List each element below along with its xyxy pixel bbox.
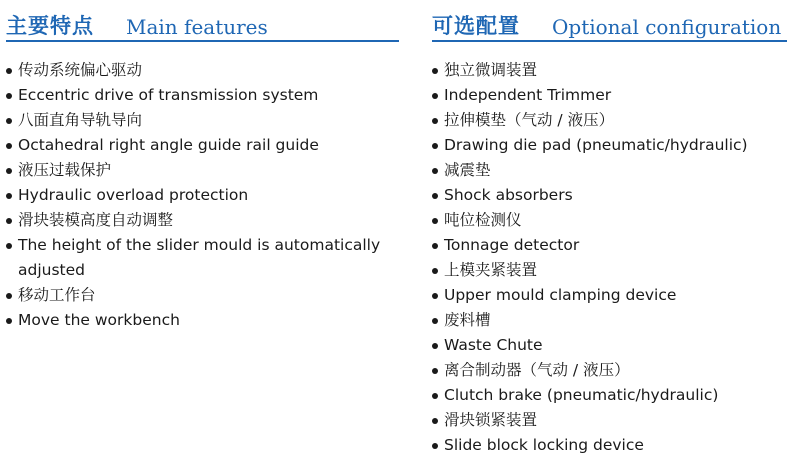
bullet-icon bbox=[6, 118, 12, 124]
bullet-icon bbox=[432, 218, 438, 224]
list-item-text: Hydraulic overload protection bbox=[18, 186, 249, 204]
list-item bbox=[6, 308, 380, 333]
list-item bbox=[6, 133, 380, 158]
main-features-underline bbox=[6, 40, 399, 42]
list-item-text-continuation: adjusted bbox=[18, 261, 85, 279]
list-item bbox=[432, 58, 748, 83]
optional-configuration-list bbox=[432, 58, 748, 458]
bullet-icon bbox=[432, 318, 438, 324]
list-item bbox=[432, 108, 748, 133]
list-item-text: Drawing die pad (pneumatic/hydraulic) bbox=[444, 136, 748, 154]
bullet-icon bbox=[6, 318, 12, 324]
list-item bbox=[6, 283, 380, 308]
list-item-text: Slide block locking device bbox=[444, 436, 644, 454]
list-item-text: Shock absorbers bbox=[444, 186, 573, 204]
bullet-icon bbox=[6, 243, 12, 249]
list-item bbox=[432, 133, 748, 158]
list-item-text: 减震垫 bbox=[444, 161, 491, 179]
bullet-icon bbox=[432, 243, 438, 249]
list-item-text: The height of the slider mould is automatically bbox=[18, 236, 381, 254]
list-item bbox=[432, 158, 748, 183]
list-item-text: 移动工作台 bbox=[18, 286, 96, 304]
list-item-text: 废料槽 bbox=[444, 311, 491, 329]
list-item-text: 吨位检测仪 bbox=[444, 211, 522, 229]
bullet-icon bbox=[6, 143, 12, 149]
optional-configuration-title-en: Optional configuration bbox=[552, 15, 782, 39]
list-item-text: 独立微调装置 bbox=[444, 61, 538, 79]
bullet-icon bbox=[432, 393, 438, 399]
list-item bbox=[6, 58, 380, 83]
list-item bbox=[432, 333, 748, 358]
optional-configuration-underline bbox=[432, 40, 787, 42]
bullet-icon bbox=[432, 118, 438, 124]
list-item-text: 八面直角导轨导向 bbox=[18, 111, 143, 129]
bullet-icon bbox=[432, 143, 438, 149]
list-item-text: 拉伸模垫（气动 / 液压） bbox=[444, 111, 615, 129]
bullet-icon bbox=[6, 168, 12, 174]
list-item-text: Clutch brake (pneumatic/hydraulic) bbox=[444, 386, 719, 404]
bullet-icon bbox=[432, 68, 438, 74]
list-item bbox=[432, 258, 748, 283]
list-item-text: 离合制动器（气动 / 液压） bbox=[444, 361, 630, 379]
bullet-icon bbox=[432, 443, 438, 449]
list-item-text: Independent Trimmer bbox=[444, 86, 612, 104]
bullet-icon bbox=[432, 193, 438, 199]
list-item bbox=[6, 158, 380, 183]
list-item bbox=[6, 183, 380, 208]
list-item bbox=[432, 208, 748, 233]
bullet-icon bbox=[6, 68, 12, 74]
list-item bbox=[432, 433, 748, 458]
bullet-icon bbox=[6, 193, 12, 199]
list-item bbox=[6, 208, 380, 233]
list-item-text: Octahedral right angle guide rail guide bbox=[18, 136, 319, 154]
bullet-icon bbox=[432, 343, 438, 349]
list-item bbox=[432, 233, 748, 258]
list-item-text: Waste Chute bbox=[444, 336, 543, 354]
list-item-text: Eccentric drive of transmission system bbox=[18, 86, 319, 104]
main-features-section bbox=[6, 0, 401, 329]
main-features-title-en: Main features bbox=[126, 15, 268, 39]
list-item bbox=[432, 283, 748, 308]
main-features-list bbox=[6, 58, 380, 333]
list-item bbox=[432, 183, 748, 208]
list-item-text: Upper mould clamping device bbox=[444, 286, 677, 304]
list-item bbox=[432, 383, 748, 408]
list-item-text: Tonnage detector bbox=[444, 236, 580, 254]
bullet-icon bbox=[432, 418, 438, 424]
list-item-text: 滑块装模高度自动调整 bbox=[18, 211, 174, 229]
optional-configuration-header bbox=[432, 0, 794, 38]
list-item bbox=[432, 408, 748, 433]
list-item-text: Move the workbench bbox=[18, 311, 180, 329]
bullet-icon bbox=[6, 293, 12, 299]
list-item bbox=[6, 108, 380, 133]
list-item bbox=[432, 83, 748, 108]
list-item-text: 上模夹紧装置 bbox=[444, 261, 538, 279]
bullet-icon bbox=[6, 93, 12, 99]
list-item-text: 滑块锁紧装置 bbox=[444, 411, 538, 429]
main-features-header bbox=[6, 0, 401, 38]
bullet-icon bbox=[432, 168, 438, 174]
main-features-title-cn: 主要特点 bbox=[6, 14, 94, 38]
optional-configuration-section bbox=[432, 0, 794, 454]
bullet-icon bbox=[432, 293, 438, 299]
bullet-icon bbox=[432, 268, 438, 274]
bullet-icon bbox=[432, 93, 438, 99]
bullet-icon bbox=[432, 368, 438, 374]
list-item bbox=[6, 233, 380, 283]
list-item-text: 传动系统偏心驱动 bbox=[18, 61, 143, 79]
bullet-icon bbox=[6, 218, 12, 224]
optional-configuration-title-cn: 可选配置 bbox=[432, 14, 520, 38]
list-item-text: 液压过载保护 bbox=[18, 161, 112, 179]
list-item bbox=[432, 358, 748, 383]
list-item bbox=[432, 308, 748, 333]
list-item bbox=[6, 83, 380, 108]
